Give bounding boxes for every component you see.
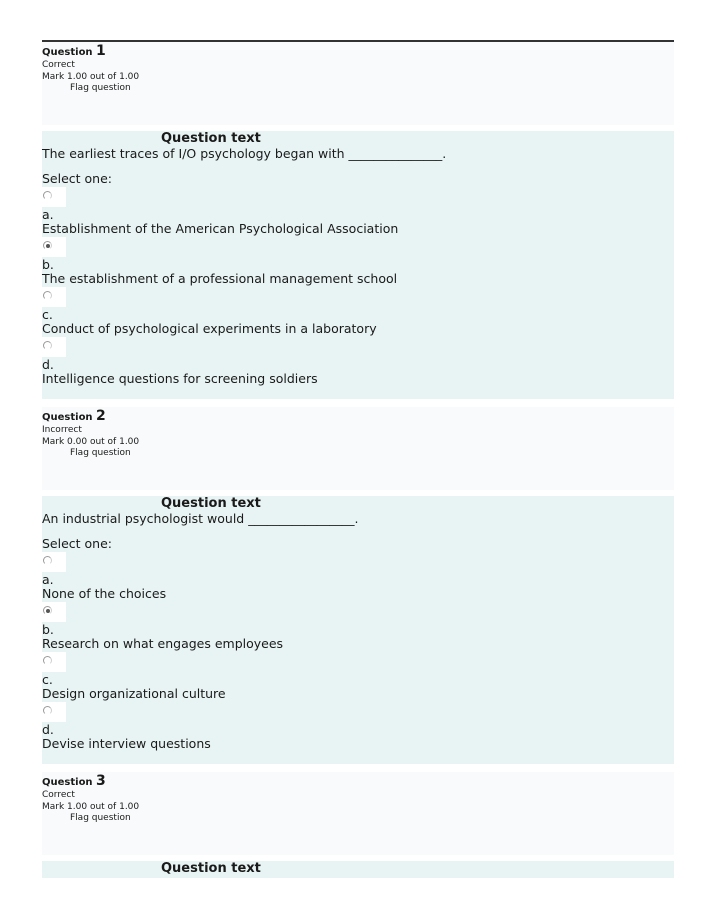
question-grade: Mark 0.00 out of 1.00 (42, 436, 140, 447)
select-one-prompt: Select one: (42, 536, 113, 551)
question-info (42, 772, 674, 855)
option-letter: b. (42, 622, 54, 637)
option-label[interactable]: Design organizational culture (42, 686, 226, 701)
question-grade: Mark 1.00 out of 1.00 (42, 71, 140, 82)
radio-button[interactable] (42, 187, 66, 207)
answer-option[interactable] (42, 287, 674, 337)
question-text-heading: Question text (161, 496, 261, 511)
answer-option[interactable] (42, 237, 674, 287)
answer-option[interactable] (42, 552, 674, 602)
question-info (42, 42, 674, 125)
option-letter: a. (42, 207, 54, 222)
radio-icon (43, 191, 52, 200)
question-state: Incorrect (42, 425, 82, 435)
option-letter: c. (42, 307, 53, 322)
question-number: Question 3 (42, 773, 106, 789)
radio-icon (43, 706, 52, 715)
answer-option[interactable] (42, 602, 674, 652)
answer-option[interactable] (42, 187, 674, 237)
question-text: The earliest traces of I/O psychology began with _______________. (42, 146, 447, 161)
radio-button[interactable] (42, 552, 66, 572)
flag-question-link[interactable]: Flag question (70, 813, 131, 823)
radio-button[interactable] (42, 287, 66, 307)
option-label[interactable]: Intelligence questions for screening soldiers (42, 371, 318, 386)
option-letter: b. (42, 257, 54, 272)
option-label[interactable]: Research on what engages employees (42, 636, 284, 651)
radio-button[interactable] (42, 652, 66, 672)
option-label[interactable]: Conduct of psychological experiments in a laboratory (42, 321, 377, 336)
option-letter: a. (42, 572, 54, 587)
answer-option[interactable] (42, 337, 674, 387)
question-formulation (42, 496, 674, 764)
question-info (42, 407, 674, 490)
radio-checked-icon (43, 606, 52, 615)
flag-question-link[interactable]: Flag question (70, 448, 131, 458)
question-text-heading: Question text (161, 131, 261, 146)
radio-button[interactable] (42, 337, 66, 357)
question-formulation (42, 131, 674, 399)
radio-button-selected[interactable] (42, 237, 66, 257)
radio-icon (43, 291, 52, 300)
option-label[interactable]: None of the choices (42, 586, 167, 601)
option-label[interactable]: Devise interview questions (42, 736, 211, 751)
question-state: Correct (42, 60, 75, 70)
radio-icon (43, 341, 52, 350)
radio-button-selected[interactable] (42, 602, 66, 622)
radio-checked-icon (43, 241, 52, 250)
answer-option[interactable] (42, 652, 674, 702)
question-text: An industrial psychologist would _________________. (42, 511, 359, 526)
radio-icon (43, 656, 52, 665)
option-letter: d. (42, 722, 54, 737)
option-letter: d. (42, 357, 54, 372)
option-label[interactable]: Establishment of the American Psychological Association (42, 221, 399, 236)
flag-question-link[interactable]: Flag question (70, 83, 131, 93)
question-number: Question 2 (42, 408, 106, 424)
question-number: Question 1 (42, 43, 106, 59)
question-grade: Mark 1.00 out of 1.00 (42, 801, 140, 812)
select-one-prompt: Select one: (42, 171, 113, 186)
question-text-heading: Question text (161, 861, 261, 876)
radio-button[interactable] (42, 702, 66, 722)
radio-icon (43, 556, 52, 565)
option-letter: c. (42, 672, 53, 687)
question-formulation (42, 861, 674, 878)
question-state: Correct (42, 790, 75, 800)
quiz-review-page (42, 40, 674, 878)
option-label[interactable]: The establishment of a professional management school (42, 271, 398, 286)
answer-option[interactable] (42, 702, 674, 752)
